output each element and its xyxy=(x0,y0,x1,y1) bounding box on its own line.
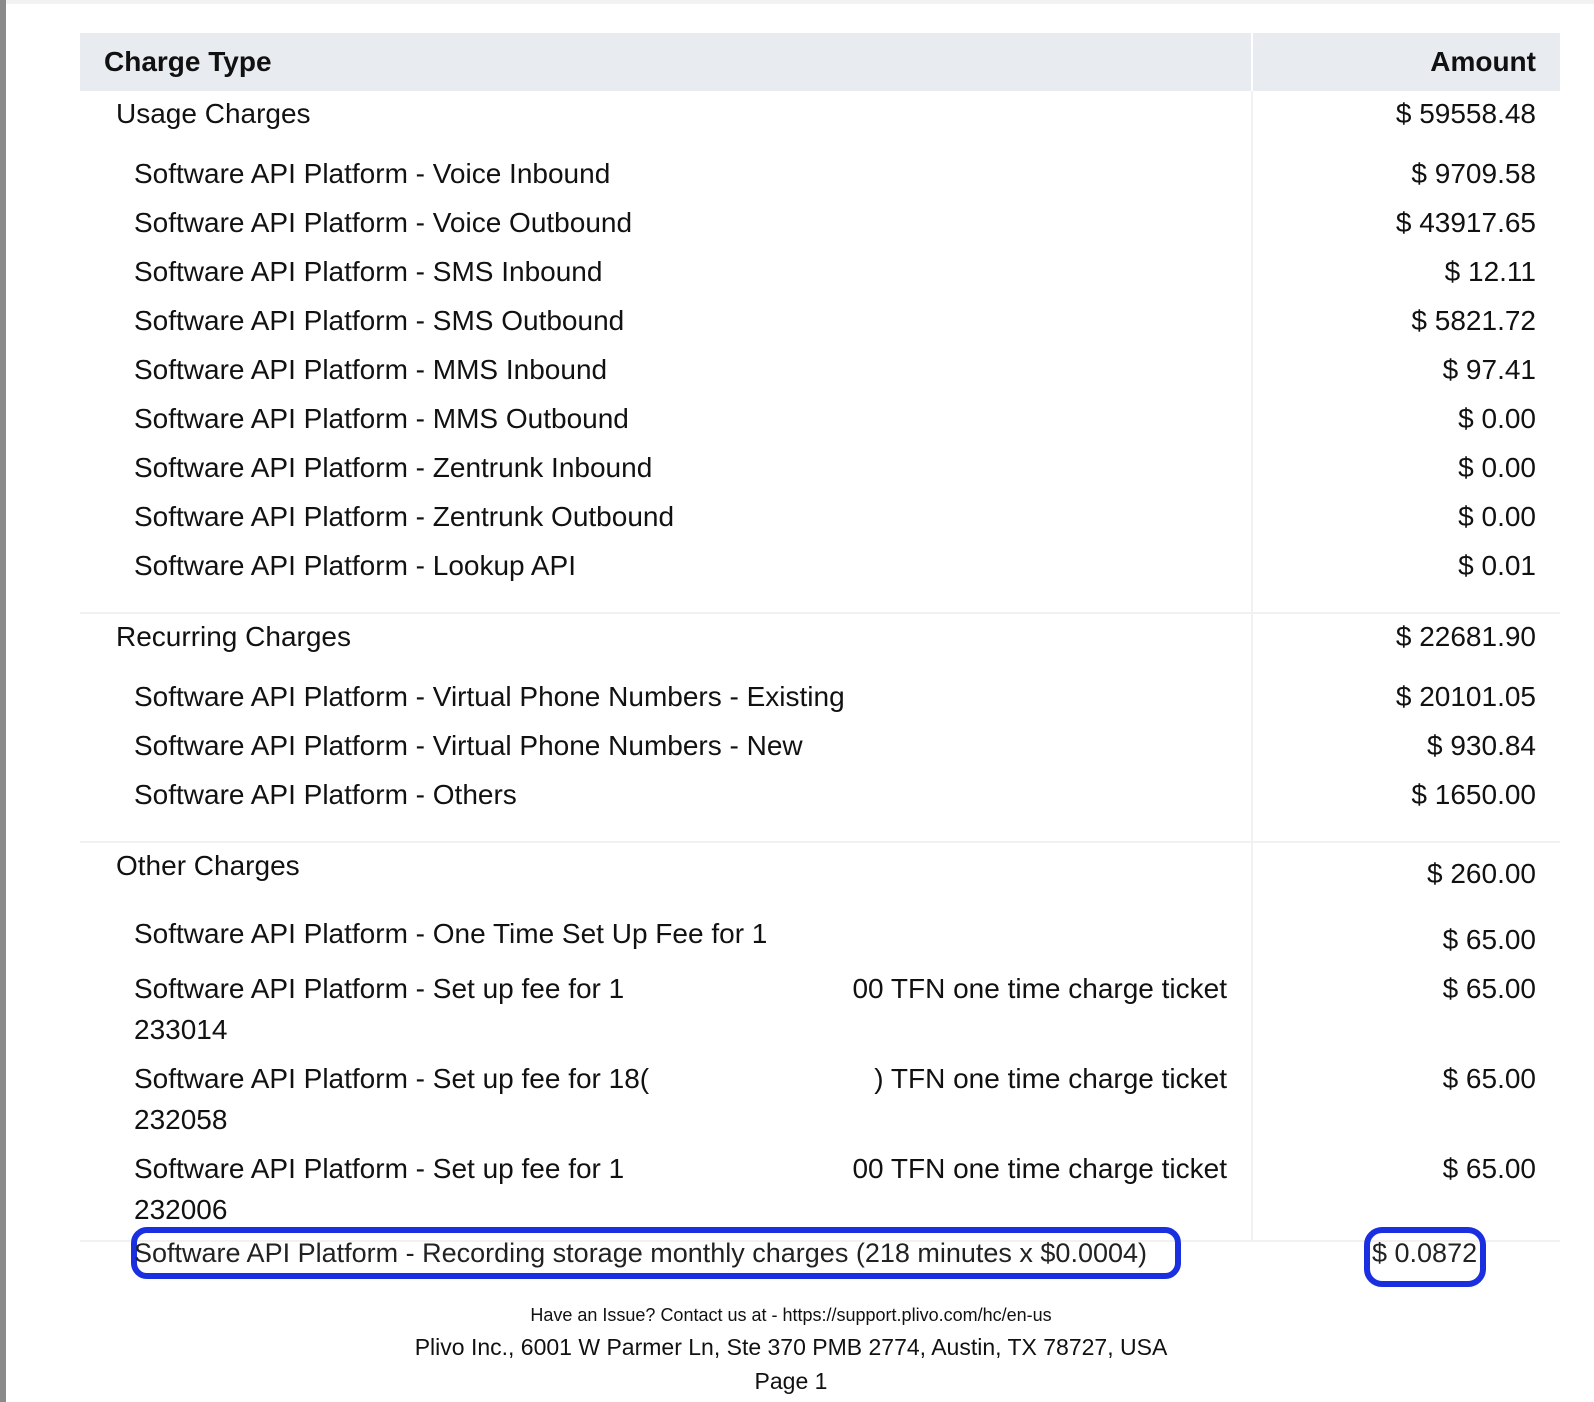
item-label-right: ) TFN one time charge ticket xyxy=(874,1063,1227,1094)
item-amount: $ 0.00 xyxy=(1458,403,1536,434)
item-amount: $ 12.11 xyxy=(1444,256,1536,287)
category-label: Usage Charges xyxy=(80,91,1252,149)
category-total: $ 22681.90 xyxy=(1395,621,1536,652)
table-row xyxy=(80,443,1560,492)
charges-table xyxy=(80,33,1560,1242)
page-number-text: Page 1 xyxy=(754,1368,828,1394)
charge-type-header: Charge Type xyxy=(80,33,1252,91)
category-label: Recurring Charges xyxy=(80,613,1252,672)
item-amount: $ 97.41 xyxy=(1442,354,1536,385)
table-row xyxy=(80,345,1560,394)
item-amount: $ 930.84 xyxy=(1427,730,1536,761)
item-label: Software API Platform - Voice Outbound xyxy=(80,198,1252,247)
item-label: Software API Platform - Virtual Phone Numbers - Existing xyxy=(80,672,1252,721)
category-total: $ 59558.48 xyxy=(1395,98,1536,129)
item-label: Software API Platform - Zentrunk Outbound xyxy=(80,492,1252,541)
item-label: Software API Platform - MMS Inbound xyxy=(80,345,1252,394)
top-divider xyxy=(0,0,1594,4)
recording-charge-amount: $ 0.0872 xyxy=(1372,1238,1478,1268)
table-row xyxy=(80,492,1560,541)
item-amount: $ 0.00 xyxy=(1458,501,1536,532)
table-row xyxy=(80,149,1560,198)
item-label: Software API Platform - Lookup API xyxy=(80,541,1252,590)
table-row xyxy=(80,721,1560,770)
table-row xyxy=(80,1054,1560,1144)
item-amount: $ 20101.05 xyxy=(1395,681,1536,712)
category-row-other xyxy=(80,842,1560,909)
recording-charge-label: Software API Platform - Recording storage monthly charges (218 minutes x $0.0004) xyxy=(134,1238,1148,1268)
table-row xyxy=(80,394,1560,443)
table-row xyxy=(80,672,1560,721)
item-label: Software API Platform - Voice Inbound xyxy=(80,149,1252,198)
amount-header: Amount xyxy=(1252,33,1560,91)
footer-support-text: Have an Issue? Contact us at - https://support.plivo.com/hc/en-us xyxy=(530,1305,1052,1325)
item-label: Software API Platform - Set up fee for 1 xyxy=(134,1153,625,1184)
table-row xyxy=(80,1144,1560,1234)
item-label: Software API Platform - Others xyxy=(80,770,1252,819)
item-ticket-number: 232006 xyxy=(134,1194,228,1225)
section-divider xyxy=(80,590,1560,613)
item-label: Software API Platform - Set up fee for 18( xyxy=(134,1063,650,1094)
item-ticket-number: 233014 xyxy=(134,1014,228,1045)
table-row xyxy=(80,909,1560,964)
category-label: Other Charges xyxy=(80,842,1252,909)
footer-page-number xyxy=(0,1368,1582,1402)
table-row xyxy=(80,541,1560,590)
item-label: Software API Platform - Zentrunk Inbound xyxy=(80,443,1252,492)
item-label: Software API Platform - Set up fee for 1 xyxy=(134,973,625,1004)
table-row xyxy=(80,198,1560,247)
item-amount: $ 65.00 xyxy=(1442,1153,1536,1184)
item-amount: $ 0.01 xyxy=(1458,550,1536,581)
item-amount: $ 0.00 xyxy=(1458,452,1536,483)
table-row xyxy=(80,770,1560,819)
viewer-left-edge xyxy=(0,0,6,1402)
section-divider xyxy=(80,819,1560,842)
item-label: Software API Platform - MMS Outbound xyxy=(80,394,1252,443)
item-label: Software API Platform - Virtual Phone Numbers - New xyxy=(80,721,1252,770)
item-label: Software API Platform - SMS Inbound xyxy=(80,247,1252,296)
item-label: Software API Platform - SMS Outbound xyxy=(80,296,1252,345)
item-ticket-number: 232058 xyxy=(134,1104,228,1135)
item-amount: $ 65.00 xyxy=(1442,973,1536,1004)
footer-address: Plivo Inc., 6001 W Parmer Ln, Ste 370 PMB 2774, Austin, TX 78727, USA xyxy=(414,1334,1168,1360)
item-amount: $ 65.00 xyxy=(1442,924,1536,955)
item-amount: $ 1650.00 xyxy=(1411,779,1536,810)
item-label-right: 00 TFN one time charge ticket xyxy=(852,973,1227,1004)
table-row xyxy=(80,296,1560,345)
category-total: $ 260.00 xyxy=(1427,858,1536,889)
item-amount: $ 9709.58 xyxy=(1411,158,1536,189)
item-amount: $ 65.00 xyxy=(1442,1063,1536,1094)
category-row-recurring xyxy=(80,613,1560,672)
item-amount: $ 43917.65 xyxy=(1395,207,1536,238)
item-amount: $ 5821.72 xyxy=(1411,305,1536,336)
table-header-row xyxy=(80,33,1560,91)
item-label: Software API Platform - One Time Set Up Fee for 1 xyxy=(134,918,768,949)
table-row xyxy=(80,964,1560,1054)
category-row-usage xyxy=(80,91,1560,149)
table-row xyxy=(80,247,1560,296)
item-label-right: 00 TFN one time charge ticket xyxy=(852,1153,1227,1184)
